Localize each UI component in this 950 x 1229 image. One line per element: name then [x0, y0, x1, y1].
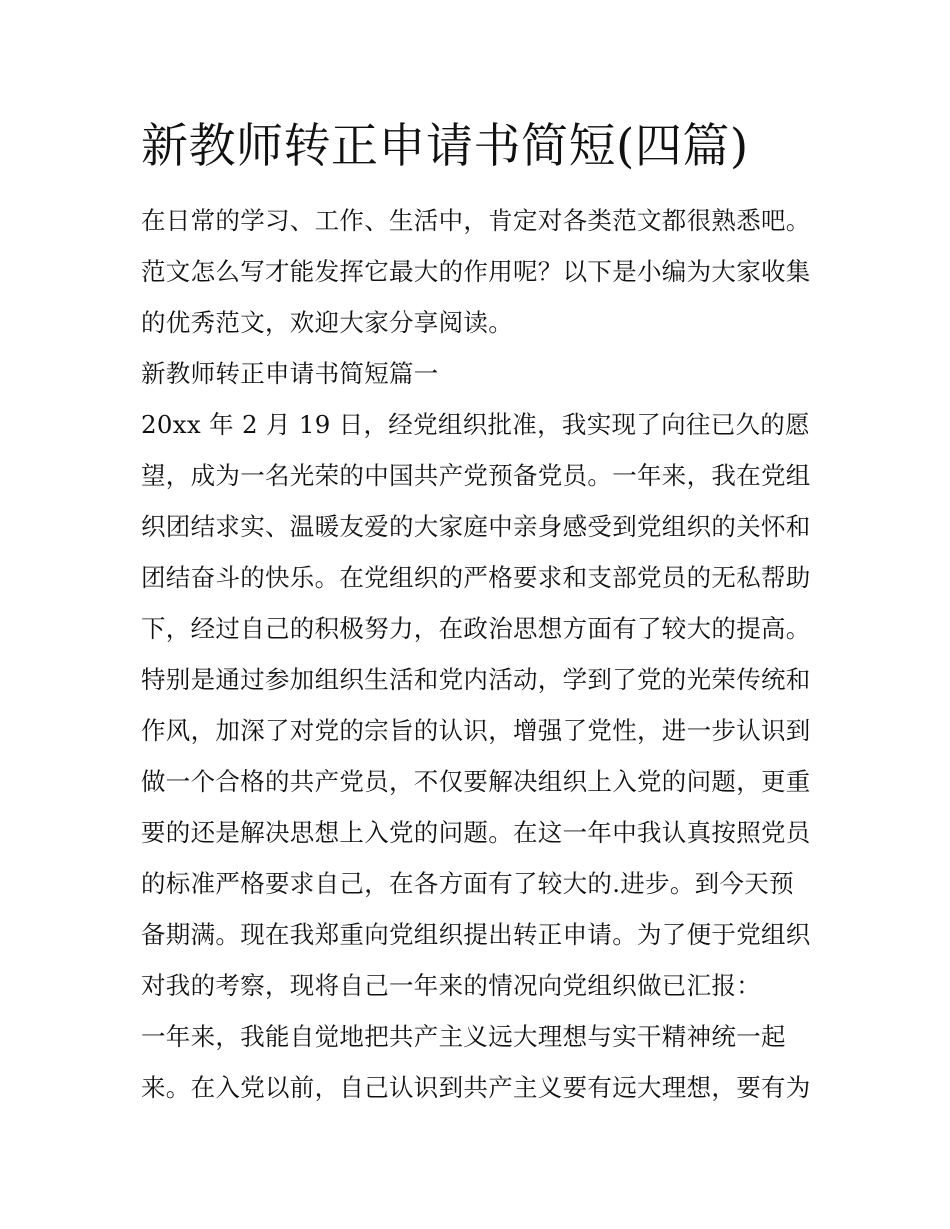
intro-line-3: 的优秀范文，欢迎大家分享阅读。 [141, 308, 513, 337]
paragraph-line: 20xx 年 2 月 19 日，经党组织批准，我实现了向往已久的愿 [141, 410, 810, 439]
paragraph-line: 备期满。现在我郑重向党组织提出转正申请。为了便于党组织 [141, 920, 811, 949]
paragraph-line: 来。在入党以前，自己认识到共产主义要有远大理想，要有为 [141, 1073, 811, 1102]
paragraph-line: 要的还是解决思想上入党的问题。在这一年中我认真按照党员 [141, 818, 811, 847]
paragraph-line: 织团结求实、温暖友爱的大家庭中亲身感受到党组织的关怀和 [141, 512, 811, 541]
paragraph-line: 下，经过自己的积极努力，在政治思想方面有了较大的提高。 [141, 614, 811, 643]
paragraph-line: 一年来，我能自觉地把共产主义远大理想与实干精神统一起 [141, 1022, 786, 1051]
intro-line-2: 范文怎么写才能发挥它最大的作用呢？以下是小编为大家收集 [141, 257, 811, 286]
section-heading: 新教师转正申请书简短篇一 [141, 359, 439, 388]
document-title: 新教师转正申请书简短(四篇) [141, 119, 749, 174]
paragraph-line: 做一个合格的共产党员，不仅要解决组织上入党的问题，更重 [141, 767, 811, 796]
paragraph-line: 的标准严格要求自己，在各方面有了较大的.进步。到今天预 [141, 869, 794, 898]
paragraph-line: 望，成为一名光荣的中国共产党预备党员。一年来，我在党组 [141, 461, 811, 490]
paragraph-line: 对我的考察，现将自己一年来的情况向党组织做已汇报： [141, 971, 761, 1000]
paragraph-line: 团结奋斗的快乐。在党组织的严格要求和支部党员的无私帮助 [141, 563, 811, 592]
paragraph-line: 作风，加深了对党的宗旨的认识，增强了党性，进一步认识到 [141, 716, 811, 745]
intro-line-1: 在日常的学习、工作、生活中，肯定对各类范文都很熟悉吧。 [141, 206, 811, 235]
paragraph-line: 特别是通过参加组织生活和党内活动，学到了党的光荣传统和 [141, 665, 811, 694]
